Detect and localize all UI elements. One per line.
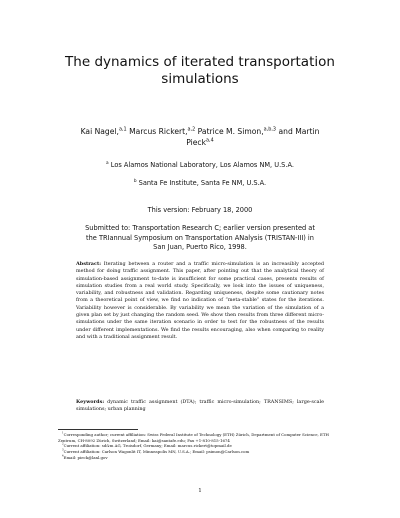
- author-affiliation-mark: a,2: [187, 126, 196, 133]
- affiliation-a: [40, 161, 360, 170]
- author-list: [70, 127, 330, 148]
- author-affiliation-mark: a,4: [206, 136, 214, 143]
- author-name: Patrice M. Simon,: [195, 127, 264, 136]
- page-number: 1: [198, 488, 202, 494]
- footnote-text: Current affiliation: Carlson Wagonlit IT, Minneapolis MN, U.S.A.; Email: psimon@Carlson.com: [63, 449, 250, 455]
- affiliation-mark: a: [106, 160, 109, 166]
- abstract: [76, 261, 324, 341]
- affiliation-text: Santa Fe Institute, Santa Fe NM, U.S.A.: [136, 179, 267, 187]
- footnote-mark: 4: [62, 454, 64, 458]
- footnote-text: Current affiliation: sd&m AG, Troisdorf, Germany; Email: marcus.rickert@topmail.de: [63, 443, 232, 449]
- author-affiliation-mark: a,b,3: [263, 126, 277, 133]
- abstract-text: Iterating between a router and a traffic micro-simulation is an increasibly accepted method for doing traffic assignment. This paper, after pointing out that the analytical theory of simulation-based assignment to-date is insufficient for some practical cases, presents results of simulation studies from a real world study. Specifically, we look into the issues of uniqueness, variability, and robustness and validation. Regarding uniqueness, despite some cautionary notes from a theoretical point of view, we find no indication of “meta-stable” states for the iterations. Variability however is considerable. By variability we mean the variation of the simulation of a given plan set by just changing the random seed. We show then results from three different micro-simulations under the same iteration scenario in order to test for the robustness of the results under different implementations. We find the results encouraging, also when comparing to reality and with a traditional assignment result.: [76, 261, 324, 340]
- author-name: Marcus Rickert,: [126, 127, 188, 136]
- footnote-mark: 2: [62, 443, 64, 447]
- footnote-divider: [58, 429, 138, 430]
- footnotes: [58, 432, 338, 461]
- author-name: Kai Nagel,: [80, 127, 119, 136]
- footnote-text: Email: pieck@lanl.gov: [63, 454, 108, 460]
- paper-title: The dynamics of iterated transportation simulations: [65, 54, 335, 87]
- footnote-text: Corresponding author; current affiliation: Swiss Federal Institute of Technology (ETH) Zürich, Department of Computer Science, ETH Zentrum, CH-8092 Zürich, Switzerland; Email: kai@santafe.edu; Fax +1-810-815-1674: [58, 432, 329, 443]
- author-affiliation-mark: a,1: [118, 126, 127, 133]
- keywords-label: Keywords:: [76, 399, 105, 405]
- keywords-text: dynamic traffic assignment (DTA); traffic micro-simulation; TRANSIMS; large-scale simulations; urban planning: [76, 399, 324, 413]
- footnote-mark: 1: [62, 431, 64, 435]
- affiliation-text: Los Alamos National Laboratory, Los Alamos NM, U.S.A.: [108, 161, 294, 169]
- footnote-mark: 3: [62, 448, 64, 452]
- submission-note: Submitted to: Transportation Research C; earlier version presented at the TRIannual Symposium on Transportation ANalysis (TRISTAN-III) in San Juan, Puerto Rico, 1998.: [85, 224, 315, 251]
- footnote: [58, 432, 338, 443]
- footnote: [58, 455, 338, 461]
- affiliation-b: [40, 179, 360, 188]
- abstract-label: Abstract:: [76, 261, 102, 267]
- affiliation-mark: b: [133, 178, 137, 184]
- keywords: [76, 399, 324, 414]
- author-name: and Martin Pieck: [186, 127, 320, 147]
- version-date: This version: February 18, 2000: [147, 206, 253, 214]
